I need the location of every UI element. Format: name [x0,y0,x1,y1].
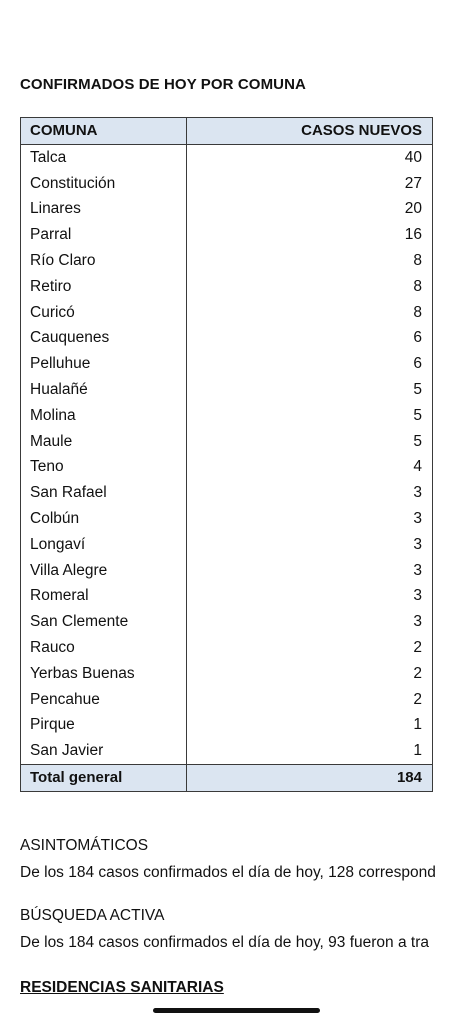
comuna-cell: Retiro [21,274,187,300]
comuna-cell: Río Claro [21,248,187,274]
comuna-cell: Colbún [21,506,187,532]
casos-cell: 5 [187,403,433,429]
table-row [21,300,433,326]
table-row [21,506,433,532]
table-header-row [21,118,433,145]
column-header-casos: CASOS NUEVOS [187,118,433,145]
column-header-comuna: COMUNA [21,118,187,145]
table-row [21,583,433,609]
comuna-cell: Pirque [21,712,187,738]
total-row [21,764,433,791]
table-row [21,558,433,584]
casos-cell: 3 [187,506,433,532]
comuna-cell: Constitución [21,171,187,197]
table-row [21,480,433,506]
page-heading: CONFIRMADOS DE HOY POR COMUNA [20,76,306,93]
table-row [21,661,433,687]
casos-cell: 6 [187,325,433,351]
comuna-cell: Longaví [21,532,187,558]
comuna-cell: Pelluhue [21,351,187,377]
cases-table [20,117,433,792]
table-row [21,687,433,713]
table-row [21,712,433,738]
comuna-cell: Rauco [21,635,187,661]
comuna-cell: San Clemente [21,609,187,635]
table-row [21,274,433,300]
casos-cell: 1 [187,738,433,764]
casos-cell: 1 [187,712,433,738]
busqueda-activa-text: De los 184 casos confirmados el día de hoy, 93 fueron a tra [20,934,429,951]
comuna-cell: Parral [21,222,187,248]
total-value: 184 [187,764,433,791]
table-row [21,635,433,661]
comuna-cell: San Rafael [21,480,187,506]
comuna-cell: Molina [21,403,187,429]
busqueda-activa-title: BÚSQUEDA ACTIVA [20,907,165,924]
comuna-cell: Yerbas Buenas [21,661,187,687]
comuna-cell: Linares [21,196,187,222]
table-row [21,222,433,248]
casos-cell: 3 [187,558,433,584]
table-body [21,144,433,764]
table-row [21,196,433,222]
table-row [21,454,433,480]
table-row [21,429,433,455]
residencias-title: RESIDENCIAS SANITARIAS [20,979,224,996]
casos-cell: 2 [187,687,433,713]
casos-cell: 8 [187,300,433,326]
comuna-cell: Cauquenes [21,325,187,351]
table-row [21,351,433,377]
table-row [21,532,433,558]
table-row [21,403,433,429]
casos-cell: 6 [187,351,433,377]
casos-cell: 40 [187,144,433,170]
comuna-cell: Teno [21,454,187,480]
casos-cell: 3 [187,532,433,558]
casos-cell: 4 [187,454,433,480]
table-row [21,248,433,274]
casos-cell: 3 [187,583,433,609]
comuna-cell: Romeral [21,583,187,609]
comuna-cell: Talca [21,144,187,170]
home-indicator[interactable] [153,1008,320,1013]
table-row [21,738,433,764]
casos-cell: 5 [187,429,433,455]
asintomaticos-title: ASINTOMÁTICOS [20,837,149,854]
comuna-cell: Villa Alegre [21,558,187,584]
table-row [21,144,433,170]
casos-cell: 5 [187,377,433,403]
table-row [21,377,433,403]
table-row [21,325,433,351]
comuna-cell: Hualañé [21,377,187,403]
casos-cell: 27 [187,171,433,197]
casos-cell: 3 [187,480,433,506]
comuna-cell: Pencahue [21,687,187,713]
casos-cell: 2 [187,635,433,661]
casos-cell: 20 [187,196,433,222]
casos-cell: 2 [187,661,433,687]
comuna-cell: San Javier [21,738,187,764]
casos-cell: 3 [187,609,433,635]
casos-cell: 16 [187,222,433,248]
table-row [21,609,433,635]
comuna-cell: Maule [21,429,187,455]
comuna-cell: Curicó [21,300,187,326]
casos-cell: 8 [187,248,433,274]
table-row [21,171,433,197]
total-label: Total general [21,764,187,791]
casos-cell: 8 [187,274,433,300]
asintomaticos-text: De los 184 casos confirmados el día de hoy, 128 correspond [20,864,436,881]
